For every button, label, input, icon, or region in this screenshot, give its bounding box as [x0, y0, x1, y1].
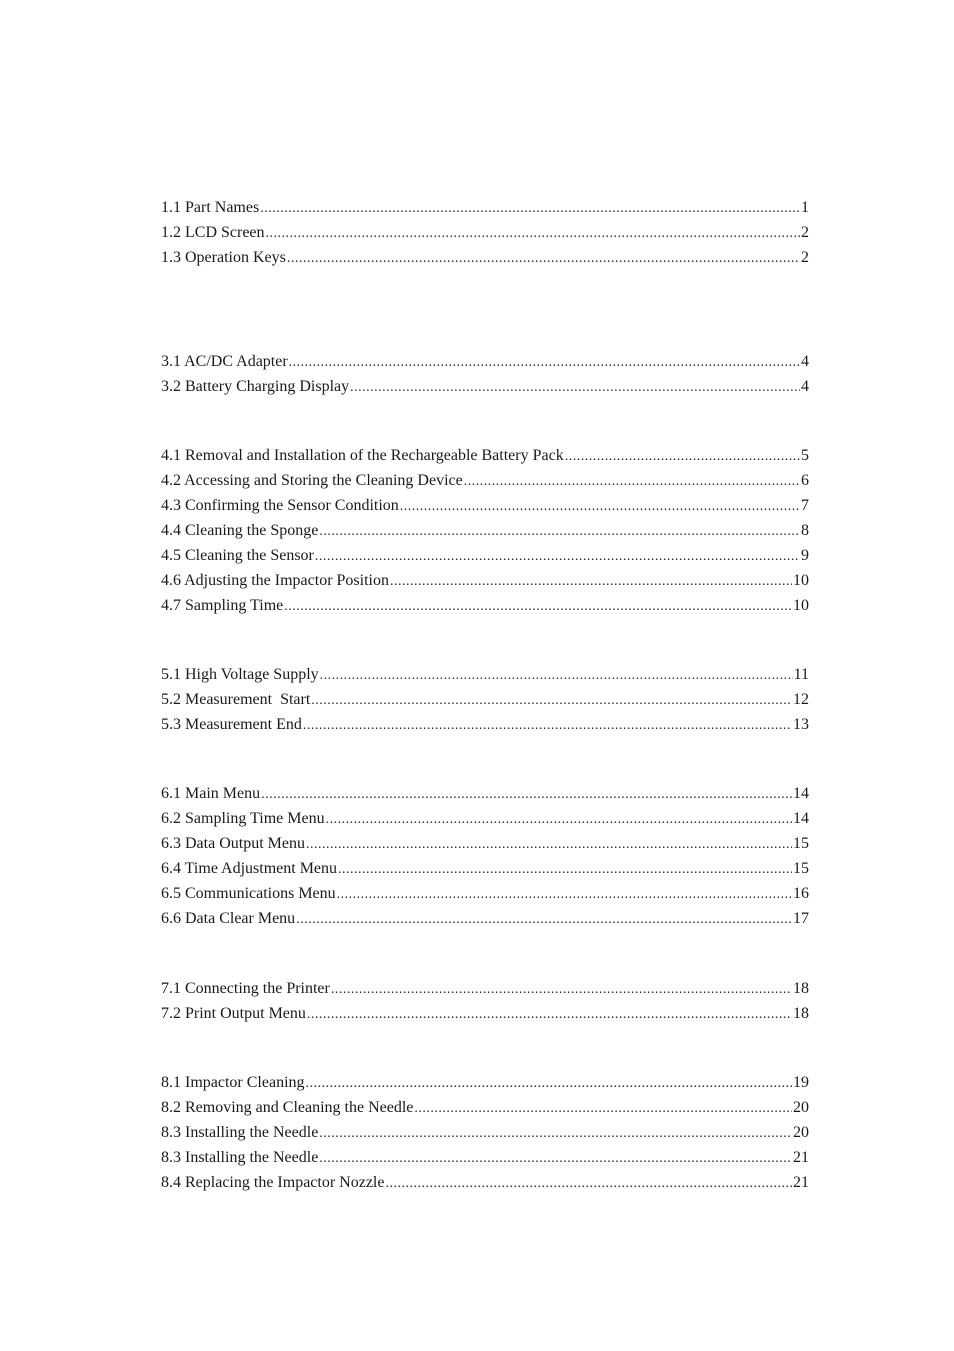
toc-entry-page: 21 — [793, 1149, 809, 1166]
toc-entry-title: 1.3 Operation Keys — [161, 249, 286, 266]
toc-entry[interactable] — [161, 1120, 809, 1145]
toc-dot-leader — [261, 782, 792, 807]
toc-entry-title: 6.1 Main Menu — [161, 785, 261, 802]
toc-dot-leader — [306, 1071, 792, 1096]
toc-entry-title: 5.2 Measurement Start — [161, 691, 311, 708]
toc-entry-page: 18 — [793, 1005, 809, 1022]
toc-dot-leader — [287, 246, 800, 271]
toc-entry[interactable] — [161, 976, 809, 1001]
toc-entry[interactable] — [161, 220, 809, 245]
toc-dot-leader — [320, 663, 793, 688]
toc-entry-page: 21 — [793, 1174, 809, 1191]
toc-dot-leader — [284, 594, 792, 619]
toc-entry-page: 4 — [801, 378, 809, 395]
toc-dot-leader — [311, 688, 792, 713]
toc-entry[interactable] — [161, 712, 809, 737]
toc-entry-title: 6.6 Data Clear Menu — [161, 910, 296, 927]
toc-entry[interactable] — [161, 856, 809, 881]
toc-group-3 — [161, 349, 809, 399]
toc-entry-page: 14 — [793, 810, 809, 827]
toc-dot-leader — [350, 375, 800, 400]
toc-entry-title: 1.2 LCD Screen — [161, 224, 265, 241]
toc-entry-title: 6.4 Time Adjustment Menu — [161, 860, 338, 877]
toc-entry-page: 1 — [801, 199, 809, 216]
toc-entry[interactable] — [161, 906, 809, 931]
toc-dot-leader — [307, 1002, 792, 1027]
toc-entry-title: 5.1 High Voltage Supply — [161, 666, 319, 683]
toc-entry[interactable] — [161, 568, 809, 593]
toc-entry-title: 4.3 Confirming the Sensor Condition — [161, 497, 399, 514]
toc-dot-leader — [326, 807, 792, 832]
toc-dot-leader — [390, 569, 792, 594]
toc-entry-page: 18 — [793, 980, 809, 997]
toc-entry-page: 2 — [801, 224, 809, 241]
toc-entry-title: 4.2 Accessing and Storing the Cleaning Device — [161, 472, 463, 489]
toc-dot-leader — [319, 1146, 792, 1171]
toc-entry[interactable] — [161, 443, 809, 468]
toc-entry[interactable] — [161, 195, 809, 220]
toc-entry-page: 6 — [801, 472, 809, 489]
toc-dot-leader — [315, 544, 800, 569]
toc-entry[interactable] — [161, 493, 809, 518]
toc-entry[interactable] — [161, 543, 809, 568]
toc-entry[interactable] — [161, 1145, 809, 1170]
toc-entry[interactable] — [161, 349, 809, 374]
toc-entry-page: 20 — [793, 1124, 809, 1141]
toc-entry-page: 15 — [793, 860, 809, 877]
toc-dot-leader — [296, 907, 792, 932]
toc-entry-title: 4.1 Removal and Installation of the Rechargeable Battery Pack — [161, 447, 564, 464]
toc-dot-leader — [289, 350, 800, 375]
toc-entry[interactable] — [161, 806, 809, 831]
toc-dot-leader — [464, 469, 800, 494]
toc-entry-title: 3.2 Battery Charging Display — [161, 378, 350, 395]
toc-entry[interactable] — [161, 1170, 809, 1195]
toc-entry-page: 7 — [801, 497, 809, 514]
toc-group-7 — [161, 976, 809, 1026]
toc-entry-title: 6.5 Communications Menu — [161, 885, 336, 902]
toc-entry-page: 5 — [801, 447, 809, 464]
toc-entry-title: 4.5 Cleaning the Sensor — [161, 547, 314, 564]
toc-entry-page: 4 — [801, 353, 809, 370]
toc-entry-page: 11 — [793, 666, 809, 683]
toc-dot-leader — [385, 1171, 792, 1196]
toc-dot-leader — [306, 832, 792, 857]
toc-entry-title: 6.3 Data Output Menu — [161, 835, 305, 852]
toc-entry[interactable] — [161, 831, 809, 856]
toc-entry-page: 10 — [793, 597, 809, 614]
toc-entry-page: 8 — [801, 522, 809, 539]
toc-entry[interactable] — [161, 662, 809, 687]
toc-entry-page: 10 — [793, 572, 809, 589]
toc-dot-leader — [319, 519, 800, 544]
toc-entry-title: 4.4 Cleaning the Sponge — [161, 522, 319, 539]
toc-dot-leader — [337, 882, 792, 907]
toc-group-8 — [161, 1070, 809, 1195]
toc-entry-page: 15 — [793, 835, 809, 852]
toc-entry-title: 8.4 Replacing the Impactor Nozzle — [161, 1174, 385, 1191]
toc-entry[interactable] — [161, 1070, 809, 1095]
toc-entry-title: 7.2 Print Output Menu — [161, 1005, 306, 1022]
toc-entry-page: 17 — [793, 910, 809, 927]
toc-entry[interactable] — [161, 374, 809, 399]
toc-entry-title: 1.1 Part Names — [161, 199, 260, 216]
toc-entry-title: 4.6 Adjusting the Impactor Position — [161, 572, 389, 589]
toc-entry-title: 8.2 Removing and Cleaning the Needle — [161, 1099, 414, 1116]
toc-dot-leader — [266, 221, 800, 246]
toc-entry-page: 19 — [793, 1074, 809, 1091]
toc-entry-page: 16 — [793, 885, 809, 902]
toc-entry-page: 9 — [801, 547, 809, 564]
toc-entry-title: 7.1 Connecting the Printer — [161, 980, 330, 997]
toc-entry-title: 8.3 Installing the Needle — [161, 1124, 319, 1141]
toc-entry[interactable] — [161, 687, 809, 712]
toc-entry[interactable] — [161, 781, 809, 806]
toc-entry-title: 8.3 Installing the Needle — [161, 1149, 319, 1166]
toc-entry[interactable] — [161, 518, 809, 543]
toc-group-4 — [161, 443, 809, 618]
toc-entry-title: 3.1 AC/DC Adapter — [161, 353, 288, 370]
toc-dot-leader — [400, 494, 800, 519]
toc-entry[interactable] — [161, 881, 809, 906]
toc-dot-leader — [260, 196, 800, 221]
toc-entry-page: 14 — [793, 785, 809, 802]
toc-entry[interactable] — [161, 1001, 809, 1026]
toc-entry-title: 6.2 Sampling Time Menu — [161, 810, 325, 827]
toc-group-1 — [161, 195, 809, 270]
toc-dot-leader — [331, 977, 792, 1002]
toc-dot-leader — [338, 857, 792, 882]
toc-entry[interactable] — [161, 468, 809, 493]
toc-entry[interactable] — [161, 1095, 809, 1120]
toc-dot-leader — [303, 713, 792, 738]
toc-group-5 — [161, 662, 809, 737]
toc-dot-leader — [414, 1096, 792, 1121]
toc-dot-leader — [565, 444, 800, 469]
toc-entry[interactable] — [161, 593, 809, 618]
toc-dot-leader — [319, 1121, 792, 1146]
toc-entry-page: 12 — [793, 691, 809, 708]
toc-entry-title: 5.3 Measurement End — [161, 716, 302, 733]
toc-entry-page: 20 — [793, 1099, 809, 1116]
toc-entry[interactable] — [161, 245, 809, 270]
toc-entry-title: 4.7 Sampling Time — [161, 597, 284, 614]
toc-entry-page: 2 — [801, 249, 809, 266]
toc-entry-title: 8.1 Impactor Cleaning — [161, 1074, 305, 1091]
toc-group-6 — [161, 781, 809, 931]
toc-entry-page: 13 — [793, 716, 809, 733]
